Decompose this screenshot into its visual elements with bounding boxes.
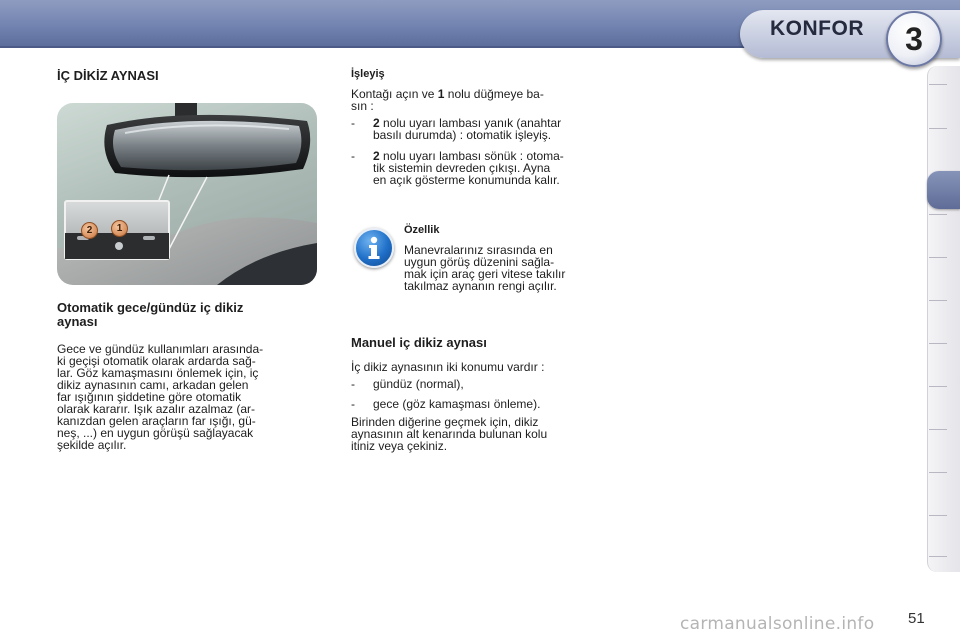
operation-intro-line2: sın : xyxy=(351,99,374,113)
manual-closing-line: aynasının alt kenarında bulunan kolu xyxy=(351,427,548,441)
auto-line: neş, ...) en uygun görüşü sağlayacak xyxy=(57,426,254,440)
index-divider xyxy=(929,429,947,430)
manual-item-text: gündüz (normal), xyxy=(373,377,464,391)
chapter-number-badge: 3 xyxy=(886,11,942,67)
index-divider xyxy=(929,257,947,258)
feature-line: Manevralarınız sırasında en xyxy=(404,243,553,257)
index-divider xyxy=(929,386,947,387)
index-divider xyxy=(929,515,947,516)
operation-item-num: 2 xyxy=(373,116,380,130)
manual-closing-line: Birinden diğerine geçmek için, dikiz xyxy=(351,415,539,429)
index-divider xyxy=(929,84,947,85)
index-divider xyxy=(929,472,947,473)
auto-line: far ışığının şiddetine göre otomatik xyxy=(57,390,242,404)
manual-closing-line: itiniz veya çekiniz. xyxy=(351,439,448,453)
operation-intro-num: 1 xyxy=(437,87,445,101)
feature-line: uygun görüş düzenini sağla- xyxy=(404,255,555,269)
feature-line: mak için araç geri vitese takılır xyxy=(404,267,566,281)
operation-item-2 xyxy=(351,150,611,188)
operation-heading: İşleyiş xyxy=(351,68,385,80)
rear-view-mirror-photo xyxy=(57,103,317,285)
operation-item-num: 2 xyxy=(373,149,380,163)
operation-item-text xyxy=(373,117,611,141)
manual-mirror-heading: Manuel iç dikiz aynası xyxy=(351,335,487,350)
index-divider xyxy=(929,128,947,129)
operation-intro-pre: Kontağı açın ve xyxy=(351,87,435,101)
mirror-illustration xyxy=(57,103,317,285)
manual-item-2 xyxy=(351,398,611,412)
feature-paragraph xyxy=(404,244,611,292)
auto-heading-line2: aynası xyxy=(57,314,98,329)
index-divider xyxy=(929,214,947,215)
operation-item-text xyxy=(373,150,611,186)
auto-mirror-heading xyxy=(57,301,243,329)
auto-mirror-paragraph xyxy=(57,343,318,451)
chapter-index-rail xyxy=(927,66,960,572)
chapter-index-tab-active[interactable] xyxy=(927,171,960,209)
manual-item-text: gece (göz kamaşması önleme). xyxy=(373,397,541,411)
auto-line: lar. Göz kamaşmasını önlemek için, iç xyxy=(57,366,259,380)
index-divider xyxy=(929,300,947,301)
callout-badge-2: 2 xyxy=(81,222,98,239)
operation-item-1 xyxy=(351,117,611,143)
auto-line: olarak kararır. Işık azalır azalmaz (ar- xyxy=(57,402,256,416)
operation-intro xyxy=(351,88,611,112)
operation-intro-post: nolu düğmeye ba- xyxy=(447,87,544,101)
manual-intro: İç dikiz aynasının iki konumu vardır : xyxy=(351,360,545,374)
watermark-text: carmanualsonline.info xyxy=(680,614,875,634)
index-divider xyxy=(929,343,947,344)
auto-line: Gece ve gündüz kullanımları arasında- xyxy=(57,342,264,356)
manual-item-1 xyxy=(351,378,611,392)
dash-marker: - xyxy=(351,377,355,391)
callout-badge-1: 1 xyxy=(111,220,128,237)
manual-closing-paragraph xyxy=(351,416,611,452)
section-title: İÇ DİKİZ AYNASI xyxy=(57,68,159,83)
chapter-title: KONFOR xyxy=(770,17,864,40)
operation-item-line: nolu uyarı lambası yanık (anahtar xyxy=(383,116,562,130)
index-divider xyxy=(929,556,947,557)
auto-line: kanızdan gelen araçların far ışığı, gü- xyxy=(57,414,256,428)
info-icon xyxy=(354,228,394,268)
auto-line: şekilde açılır. xyxy=(57,438,127,452)
dash-marker: - xyxy=(351,116,355,130)
dash-marker: - xyxy=(351,149,355,163)
auto-line: ki geçişi otomatik olarak ardarda sağ- xyxy=(57,354,256,368)
operation-item-line: nolu uyarı lambası sönük : otoma- xyxy=(383,149,564,163)
feature-heading: Özellik xyxy=(404,224,440,236)
operation-item-line: basılı durumda) : otomatik işleyiş. xyxy=(373,128,552,142)
page-number: 51 xyxy=(908,610,925,627)
operation-item-line: tik sistemin devreden çıkışı. Ayna xyxy=(373,161,551,175)
operation-item-line: en açık gösterme konumunda kalır. xyxy=(373,173,560,187)
auto-line: dikiz aynasının camı, arkadan gelen xyxy=(57,378,249,392)
feature-line: takılmaz aynanın rengi açılır. xyxy=(404,279,557,293)
auto-heading-line1: Otomatik gece/gündüz iç dikiz xyxy=(57,300,244,315)
dash-marker: - xyxy=(351,397,355,411)
